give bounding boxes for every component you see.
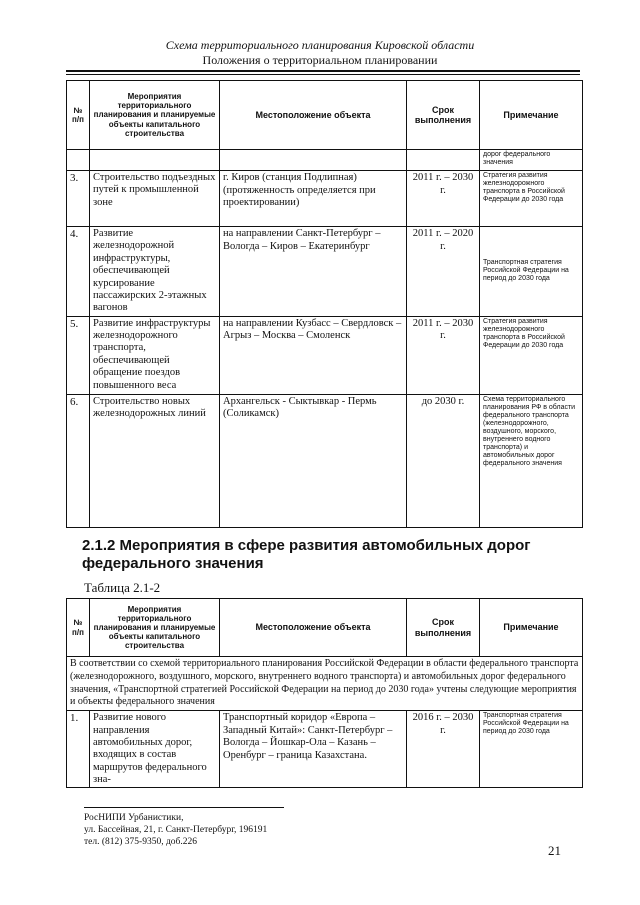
location-cell: на направлении Кузбасс – Свердловск – Агрыз – Москва – Смоленск bbox=[220, 316, 407, 394]
term-cell: 2016 г. – 2030 г. bbox=[407, 711, 480, 788]
term-cell: 2011 г. – 2020 г. bbox=[407, 227, 480, 317]
table-row-continuation bbox=[67, 150, 583, 171]
location-cell: Архангельск - Сыктывкар - Пермь (Соликамск) bbox=[220, 394, 407, 527]
note-cell: Схема территориального планирования РФ в области федерального транспорта (железнодорожного, воздушного, морского, внутреннего водного транспорта) и автомобильных дорог федерального значения bbox=[480, 394, 583, 527]
col-header-note: Примечание bbox=[480, 81, 583, 150]
footer-address: ул. Бассейная, 21, г. Санкт-Петербург, 196191 bbox=[84, 825, 268, 835]
table-row bbox=[67, 227, 583, 317]
header-rule-thick bbox=[66, 70, 580, 72]
table-2 bbox=[66, 598, 583, 788]
table-row bbox=[67, 316, 583, 394]
table-row bbox=[67, 171, 583, 227]
note-cell: Стратегия развития железнодорожного транспорта в Российской Федерации до 2030 года bbox=[480, 171, 583, 227]
header-subtitle: Положения о территориальном планировании bbox=[202, 53, 438, 67]
col-header-name: Мероприятия территориального планирования и планируемые объекты капитального строительства bbox=[90, 81, 220, 150]
row-number: 6. bbox=[67, 394, 90, 527]
col-header-num: № п/п bbox=[67, 599, 90, 657]
table-1 bbox=[66, 80, 583, 528]
measure-name: Развитие железнодорожной инфраструктуры, обеспечивающей курсирование пассажирских 2-этажных вагонов bbox=[90, 227, 220, 317]
note-cell: Транспортная стратегия Российской Федерации на период до 2030 года bbox=[480, 711, 583, 788]
col-header-name: Мероприятия территориального планирования и планируемые объекты капитального строительства bbox=[90, 599, 220, 657]
row-number: 5. bbox=[67, 316, 90, 394]
table-caption: Таблица 2.1-2 bbox=[84, 580, 161, 595]
table-intro-text: В соответствии со схемой территориального планирования Российской Федерации в области федерального транспорта (железнодорожного, воздушного, морского, внутреннего водного транспорта) и автомобильных дорог федерального значения, «Транспортной стратегией Российской Федерации на период до 2030 года» учтены следующие мероприятия и объекты федерального значения bbox=[67, 657, 583, 711]
measure-name: Развитие инфраструктуры железнодорожного транспорта, обеспечивающей обращение поездов повышенного веса bbox=[90, 316, 220, 394]
measure-name: Строительство подъездных путей к промышленной зоне bbox=[90, 171, 220, 227]
col-header-note: Примечание bbox=[480, 599, 583, 657]
col-header-term: Срок выполнения bbox=[407, 599, 480, 657]
note-cell: дорог федерального значения bbox=[480, 150, 583, 171]
col-header-location: Местоположение объекта bbox=[220, 599, 407, 657]
header-title: Схема территориального планирования Кировской области bbox=[165, 38, 475, 52]
section-title: 2.1.2 Мероприятия в сфере развития автомобильных дорог федерального значения bbox=[82, 537, 531, 572]
term-cell: 2011 г. – 2030 г. bbox=[407, 171, 480, 227]
col-header-term: Срок выполнения bbox=[407, 81, 480, 150]
location-cell: г. Киров (станция Подлипная) (протяженность определяется при проектировании) bbox=[220, 171, 407, 227]
footer-phone: тел. (812) 375-9350, доб.226 bbox=[84, 837, 198, 847]
row-number: 4. bbox=[67, 227, 90, 317]
measure-name: Строительство новых железнодорожных линий bbox=[90, 394, 220, 527]
term-cell: до 2030 г. bbox=[407, 394, 480, 527]
page-number: 21 bbox=[548, 843, 561, 858]
header-rule-thin bbox=[66, 74, 580, 75]
col-header-location: Местоположение объекта bbox=[220, 81, 407, 150]
footer-block bbox=[84, 812, 267, 848]
table-row bbox=[67, 711, 583, 788]
term-cell: 2011 г. – 2030 г. bbox=[407, 316, 480, 394]
location-cell: на направлении Санкт-Петербург – Вологда – Киров – Екатеринбург bbox=[220, 227, 407, 317]
footnote-rule bbox=[84, 807, 284, 808]
row-number: 1. bbox=[67, 711, 90, 788]
footer-org: РосНИПИ Урбанистики, bbox=[84, 813, 184, 823]
location-cell: Транспортный коридор «Европа – Западный Китай»: Санкт-Петербург – Вологда – Йошкар-Ола – Казань – Оренбург – граница Казахстана. bbox=[220, 711, 407, 788]
col-header-num: № п/п bbox=[67, 81, 90, 150]
note-cell: Стратегия развития железнодорожного транспорта в Российской Федерации до 2030 года bbox=[480, 316, 583, 394]
table-row bbox=[67, 394, 583, 527]
note-cell: Транспортная стратегия Российской Федерации на период до 2030 года bbox=[480, 227, 583, 317]
measure-name: Развитие нового направления автомобильных дорог, входящих в состав маршрутов федерального зна- bbox=[90, 711, 220, 788]
row-number: 3. bbox=[67, 171, 90, 227]
